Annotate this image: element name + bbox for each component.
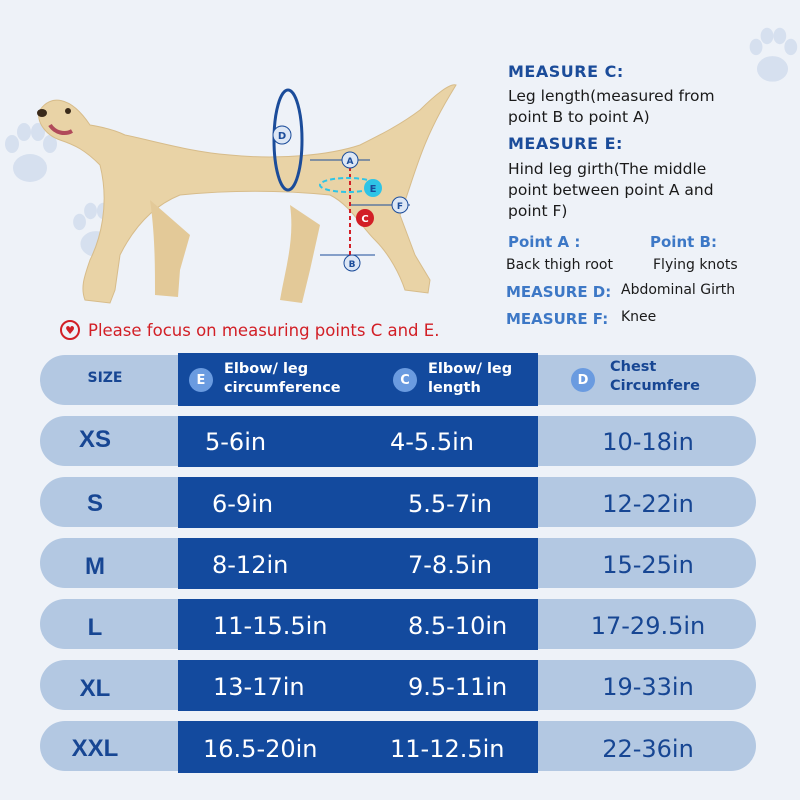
measure-e-desc-3: point F) bbox=[508, 202, 568, 220]
measure-f-title: MEASURE F: bbox=[506, 310, 609, 328]
chest-circumference-value: 12-22in bbox=[602, 490, 694, 518]
header-d-line1: Chest bbox=[610, 359, 657, 375]
header-e-line2: circumference bbox=[224, 380, 341, 396]
measure-f-desc: Knee bbox=[621, 309, 657, 325]
label-c: C bbox=[361, 214, 369, 225]
elbow-circumference-value: 13-17in bbox=[213, 673, 305, 701]
label-e: E bbox=[369, 184, 377, 195]
elbow-circumference-value: 8-12in bbox=[212, 551, 289, 579]
point-a-title: Point A : bbox=[508, 233, 581, 251]
paw-print-icon bbox=[745, 25, 800, 89]
chest-circumference-value: 10-18in bbox=[602, 428, 694, 456]
badge-c: C bbox=[393, 368, 417, 392]
row-divider bbox=[178, 467, 538, 477]
size-label: L bbox=[87, 614, 103, 641]
size-label: XL bbox=[79, 675, 111, 702]
chest-circumference-value: 17-29.5in bbox=[590, 612, 706, 640]
label-b: B bbox=[348, 260, 356, 270]
header-e bbox=[224, 360, 341, 398]
chest-circumference-value: 15-25in bbox=[602, 551, 694, 579]
header-c-line1: Elbow/ leg bbox=[428, 361, 513, 377]
dog-measurement-illustration bbox=[30, 55, 470, 315]
elbow-circumference-value: 5-6in bbox=[205, 428, 267, 456]
point-b-title: Point B: bbox=[650, 233, 717, 251]
size-label: M bbox=[85, 553, 105, 580]
measure-c-title: MEASURE C: bbox=[508, 62, 624, 81]
elbow-length-value: 7-8.5in bbox=[408, 551, 492, 579]
elbow-circumference-value: 6-9in bbox=[212, 490, 274, 518]
point-a-desc: Back thigh root bbox=[506, 257, 613, 273]
elbow-length-value: 4-5.5in bbox=[390, 428, 474, 456]
header-e-line1: Elbow/ leg bbox=[224, 361, 309, 377]
dog-eye bbox=[65, 108, 71, 114]
header-d bbox=[610, 358, 700, 396]
header-size: SIZE bbox=[87, 370, 123, 386]
chest-circumference-value: 19-33in bbox=[602, 673, 694, 701]
dog-nose bbox=[37, 109, 47, 117]
label-f: F bbox=[396, 202, 404, 212]
header-d-line2: Circumfere bbox=[610, 378, 700, 394]
measure-e-title: MEASURE E: bbox=[508, 134, 623, 153]
header-c-line2: length bbox=[428, 380, 481, 396]
measuring-notice bbox=[60, 320, 439, 340]
row-divider bbox=[178, 589, 538, 599]
size-label: XS bbox=[78, 426, 111, 453]
dog-face-icon: ♥ bbox=[60, 320, 80, 340]
dog-silhouette bbox=[39, 85, 456, 303]
measure-e-desc-2: point between point A and bbox=[508, 181, 714, 199]
label-d: D bbox=[277, 131, 287, 142]
badge-e: E bbox=[189, 368, 213, 392]
row-divider bbox=[178, 406, 538, 416]
size-label: S bbox=[86, 490, 103, 517]
chest-circumference-value: 22-36in bbox=[602, 735, 694, 763]
measure-c-desc-1: Leg length(measured from bbox=[508, 87, 715, 105]
notice-text: Please focus on measuring points C and E. bbox=[88, 320, 440, 340]
header-c bbox=[428, 360, 512, 398]
label-a: A bbox=[346, 157, 354, 167]
badge-d: D bbox=[571, 368, 595, 392]
measure-e-desc-1: Hind leg girth(The middle bbox=[508, 160, 707, 178]
point-b-desc: Flying knots bbox=[653, 257, 738, 273]
elbow-length-value: 5.5-7in bbox=[408, 490, 492, 518]
elbow-length-value: 8.5-10in bbox=[408, 612, 508, 640]
measure-c-desc-2: point B to point A) bbox=[508, 108, 650, 126]
elbow-circumference-value: 16.5-20in bbox=[203, 735, 318, 763]
row-divider bbox=[178, 711, 538, 721]
measure-d-desc: Abdominal Girth bbox=[621, 282, 736, 298]
row-divider bbox=[178, 528, 538, 538]
row-divider bbox=[178, 650, 538, 660]
elbow-length-value: 9.5-11in bbox=[408, 673, 508, 701]
size-label: XXL bbox=[71, 735, 119, 762]
elbow-circumference-value: 11-15.5in bbox=[213, 612, 328, 640]
elbow-length-value: 11-12.5in bbox=[390, 735, 505, 763]
measure-d-title: MEASURE D: bbox=[506, 283, 612, 301]
